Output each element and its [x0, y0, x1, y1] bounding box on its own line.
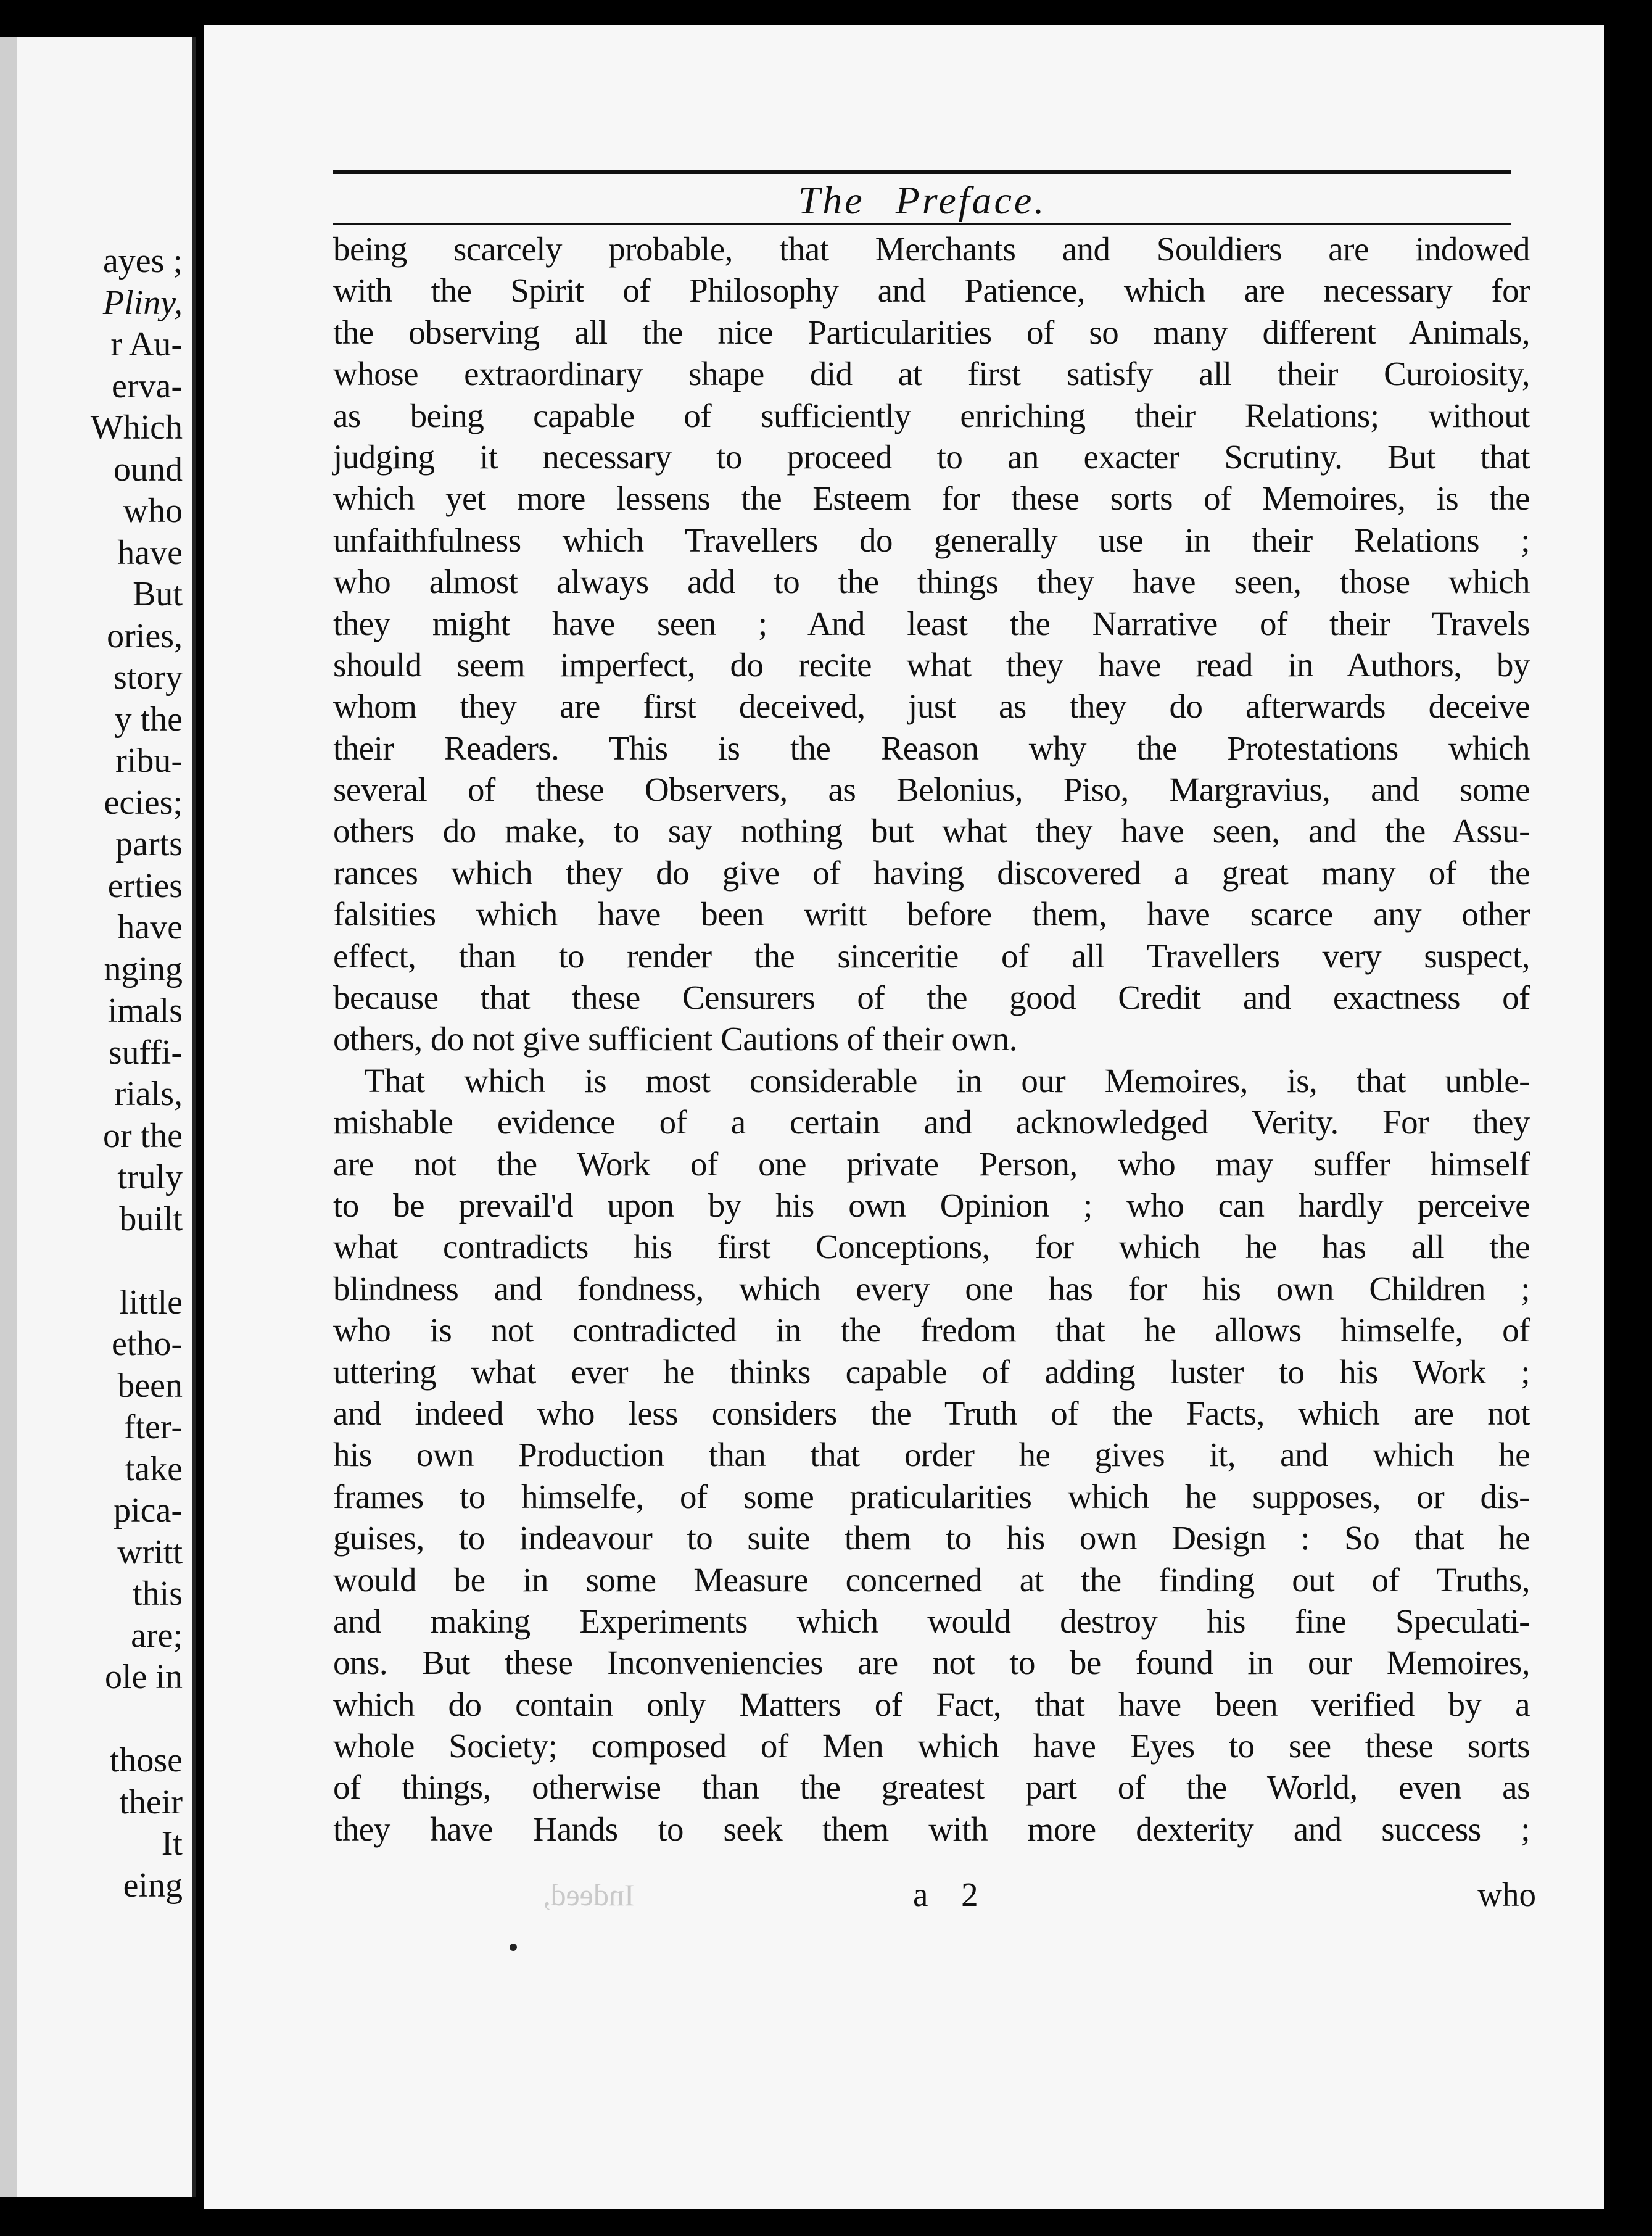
text-line: blindness and fondness, which every one has for his own Children ;: [333, 1269, 1530, 1307]
text-line: falsities which have been writt before them, have scarce any other: [333, 895, 1530, 934]
fragment-line: writt: [117, 1533, 183, 1571]
fragment-line: ound: [114, 450, 183, 489]
text-line: are not the Work of one private Person, who may suffer himself: [333, 1145, 1530, 1183]
fragment-line: ories,: [107, 616, 183, 655]
fragment-line: ecies;: [104, 783, 183, 822]
text-line: being scarcely probable, that Merchants and Souldiers are indowed: [333, 230, 1530, 268]
fragment-line: erva-: [111, 366, 183, 405]
fragment-line: been: [117, 1366, 183, 1405]
fragment-line: fter-: [123, 1408, 183, 1446]
text-line: rances which they do give of having discovered a great many of the: [333, 853, 1530, 892]
text-line: whole Society; composed of Men which have Eyes to see these sorts: [333, 1727, 1530, 1765]
signature-mark: a 2: [913, 1876, 991, 1913]
text-line: they might have seen ; And least the Narrative of their Travels: [333, 604, 1530, 642]
header-underline: [333, 223, 1511, 225]
fragment-line: erties: [107, 866, 183, 905]
text-line: because that these Censurers of the good Credit and exactness of: [333, 979, 1530, 1017]
fragment-line: parts: [115, 825, 183, 863]
fragment-line: ribu-: [115, 742, 183, 780]
text-line: which do contain only Matters of Fact, that have been verified by a: [333, 1685, 1530, 1723]
fragment-line: story: [114, 658, 183, 697]
text-line: whose extraordinary shape did at first satisfy all their Curoiosity,: [333, 355, 1530, 393]
ink-speck: [510, 1944, 517, 1951]
text-line: That which is most considerable in our Memoires, is, that unble-: [364, 1061, 1530, 1099]
page-edge-shadow: [0, 37, 17, 2197]
bleed-through-text: Indeed,: [543, 1878, 635, 1912]
text-line: as being capable of sufficiently enriching their Relations; without: [333, 396, 1530, 434]
text-line: judging it necessary to proceed to an exacter Scrutiny. But that: [333, 437, 1530, 476]
fragment-line: [91, 1699, 183, 1741]
fragment-line: nging: [104, 950, 183, 988]
text-line: who is not contradicted in the fredom that he allows himselfe, of: [333, 1311, 1530, 1349]
fragment-line: [91, 1240, 183, 1282]
fragment-line: etho-: [111, 1325, 183, 1363]
text-line: uttering what ever he thinks capable of adding luster to his Work ;: [333, 1352, 1530, 1391]
fragment-line: have: [117, 533, 183, 572]
fragment-line: pica-: [114, 1491, 183, 1530]
fragment-line: It: [161, 1824, 183, 1863]
fragment-line: built: [119, 1199, 183, 1238]
text-line: frames to himselfe, of some praticularities which he supposes, or dis-: [333, 1477, 1530, 1515]
text-line: should seem imperfect, do recite what they have read in Authors, by: [333, 645, 1530, 684]
text-line: with the Spirit of Philosophy and Patience, which are necessary for: [333, 271, 1530, 310]
text-line: mishable evidence of a certain and acknowledged Verity. For they: [333, 1103, 1530, 1141]
fragment-line: Which: [90, 408, 183, 447]
fragment-line: take: [125, 1449, 183, 1488]
preface-body-text: [333, 228, 1530, 1850]
text-line: his own Production than that order he gives it, and which he: [333, 1436, 1530, 1474]
fragment-line: or the: [102, 1116, 183, 1155]
fragment-line: have: [117, 908, 183, 946]
text-line: would be in some Measure concerned at the finding out of Truths,: [333, 1560, 1530, 1599]
text-line: whom they are first deceived, just as they do afterwards deceive: [333, 687, 1530, 726]
text-line: others, do not give sufficient Cautions of their own.: [333, 1020, 1017, 1058]
fragment-line: eing: [123, 1866, 183, 1905]
fragment-line: truly: [117, 1158, 183, 1196]
fragment-line: their: [119, 1783, 183, 1821]
header-rule: [333, 170, 1511, 174]
fragment-line: r Au-: [110, 325, 183, 363]
fragment-line: those: [109, 1741, 183, 1779]
text-line: and indeed who less considers the Truth of the Facts, which are not: [333, 1394, 1530, 1432]
text-line: their Readers. This is the Reason why the Protestations which: [333, 729, 1530, 767]
text-line: the observing all the nice Particularities of so many different Animals,: [333, 313, 1530, 351]
fragment-line: But: [133, 575, 183, 613]
text-line: which yet more lessens the Esteem for these sorts of Memoires, is the: [333, 479, 1530, 518]
fragment-line: suffi-: [108, 1033, 183, 1072]
running-head: [333, 179, 1511, 222]
text-line: ons. But these Inconveniencies are not to be found in our Memoires,: [333, 1644, 1530, 1682]
fragment-line: are;: [131, 1616, 183, 1655]
book-gutter: [196, 0, 201, 2236]
fragment-line: Pliny,: [102, 283, 183, 322]
fragment-line: rials,: [114, 1075, 183, 1113]
text-line: to be prevail'd upon by his own Opinion ; who can hardly perceive: [333, 1186, 1530, 1224]
text-line: guises, to indeavour to suite them to his own Design : So that he: [333, 1519, 1530, 1557]
text-line: what contradicts his first Conceptions, for which he has all the: [333, 1228, 1530, 1266]
fragment-line: ayes ;: [102, 242, 183, 280]
fragment-line: who: [123, 492, 183, 530]
fragment-line: y the: [114, 700, 183, 739]
text-line: and making Experiments which would destroy his fine Speculati-: [333, 1602, 1530, 1640]
page-footer: [333, 1873, 1536, 1916]
running-head-word: The: [798, 178, 865, 222]
facing-page-line-endings: [91, 241, 183, 1907]
fragment-line: ole in: [105, 1658, 183, 1696]
text-line: several of these Observers, as Belonius, Piso, Margravius, and some: [333, 771, 1530, 809]
text-line: of things, otherwise than the greatest part of the World, even as: [333, 1768, 1530, 1807]
text-line: they have Hands to seek them with more dexterity and success ;: [333, 1810, 1530, 1848]
text-line: effect, than to render the sinceritie of all Travellers very suspect,: [333, 937, 1530, 975]
fragment-line: imals: [107, 992, 183, 1030]
catchword: who: [1477, 1876, 1536, 1913]
fragment-line: little: [119, 1283, 183, 1322]
text-line: unfaithfulness which Travellers do generally use in their Relations ;: [333, 521, 1530, 559]
text-line: who almost always add to the things they have seen, those which: [333, 563, 1530, 601]
text-line: others do make, to say nothing but what they have seen, and the Assu-: [333, 812, 1530, 850]
running-head-word: Preface.: [895, 178, 1047, 222]
facing-page-fragment: [0, 37, 196, 2197]
fragment-line: this: [133, 1575, 183, 1613]
preface-page: [204, 25, 1604, 2209]
